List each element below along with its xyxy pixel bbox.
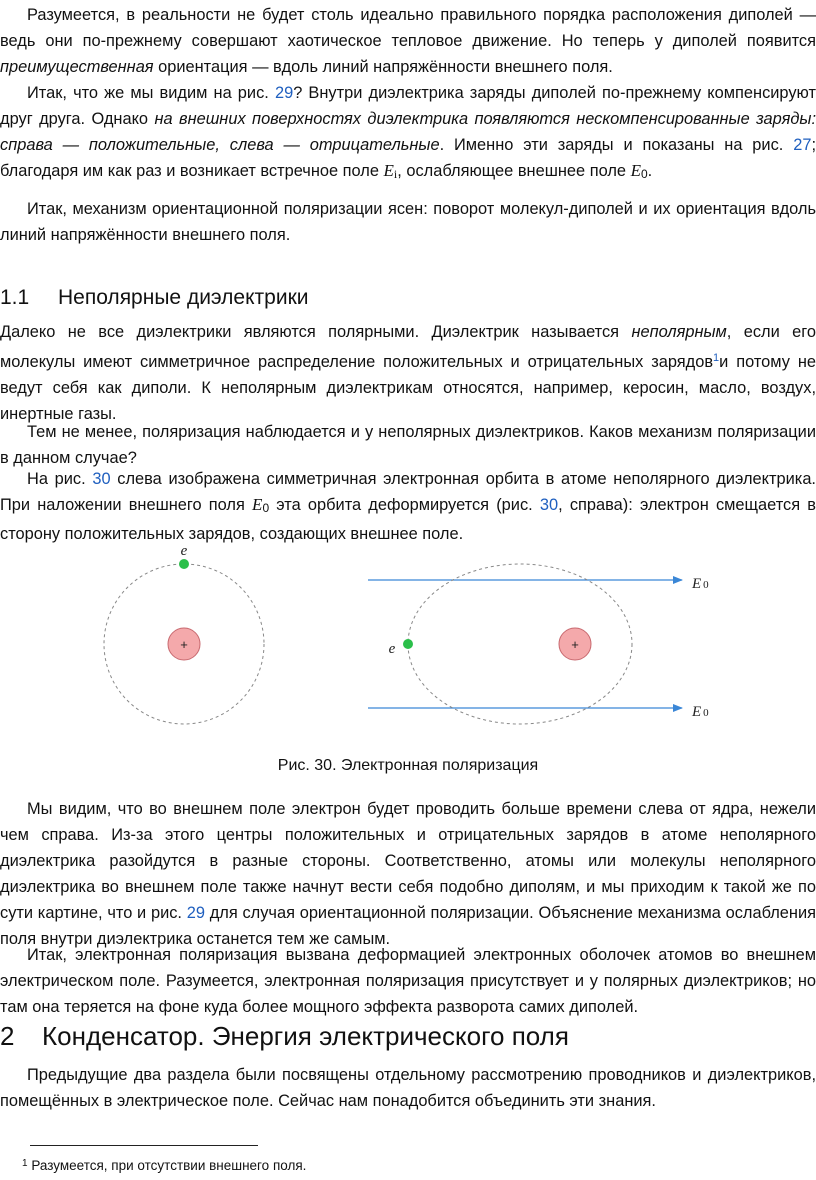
paragraph-1	[0, 2, 816, 80]
p4-text-c: и потому не ведут себя как диполи. К неполярным диэлектрикам относятся, например, керосин, масло, воздух, инертные газы.	[0, 353, 816, 423]
figure-link-27[interactable]: 27	[793, 136, 812, 154]
paragraph-5: Тем не менее, поляризация наблюдается и у неполярных диэлектриков. Каков механизм поляризации в данном случае?	[0, 423, 816, 467]
footnote-mark: 1	[22, 1158, 28, 1169]
electron-label-left: e	[180, 543, 188, 559]
electron-right	[403, 639, 413, 649]
p2-emphasis: на внешних поверхностях диэлектрика появляются нескомпенсированные заряды: справа — положительные, слева — отрицательные	[0, 110, 816, 154]
p2-text-b: ? Внутри диэлектрика заряды диполей по-прежнему компенсируют друг друга. Однако	[0, 84, 816, 128]
p6-text-d: , справа): электрон смещается в сторону положительных зарядов, создающих внешнее поле.	[0, 496, 816, 543]
p4-emphasis: неполярным	[631, 323, 727, 341]
paragraph-6	[0, 466, 816, 547]
electron-label-right: e	[388, 641, 396, 657]
p1-emphasis: преимущественная	[0, 58, 154, 76]
paragraph-2	[0, 80, 816, 187]
footnote	[22, 1158, 306, 1173]
p4-text-b: , если его молекулы имеют симметричное распределение положительных и отрицательных зарядов	[0, 323, 816, 371]
section-number: 1.1	[0, 286, 30, 309]
figure-link-29-b[interactable]: 29	[186, 904, 205, 922]
symbol-e-i: E	[383, 161, 394, 180]
symbol-e-i-sub: i	[393, 167, 398, 181]
field-label-bottom: E 0	[692, 704, 709, 720]
p2-text-d: ; благодаря им как раз и возникает встречное поле	[0, 136, 816, 180]
deformed-orbit-diagram	[368, 564, 709, 724]
symbol-e-0-sub: 0	[640, 167, 648, 181]
figure-link-29[interactable]: 29	[274, 84, 294, 102]
paragraph-9: Предыдущие два раздела были посвящены отдельному рассмотрению проводников и диэлектриков, помещённых в электрическое поле. Сейчас нам понадобится объединить эти знания.	[0, 1066, 816, 1110]
electron-left	[179, 559, 189, 569]
p2-text-c: . Именно эти заряды и показаны на рис.	[439, 136, 794, 154]
p1-text: Разумеется, в реальности не будет столь идеально правильного порядка расположения диполей — ведь они по-прежнему совершают хаотическое тепловое движение. Но теперь у диполей появится	[0, 6, 816, 50]
electronic-polarization-figure	[0, 540, 816, 750]
figure-caption: Рис. 30. Электронная поляризация	[277, 757, 539, 774]
field-label-top: E 0	[692, 576, 709, 592]
symbol-e-0: E	[630, 161, 641, 180]
p2-text-e: , ослабляющее внешнее поле	[397, 162, 631, 180]
figure-link-30-right[interactable]: 30	[539, 496, 559, 514]
footnote-marker[interactable]: 1	[713, 352, 720, 364]
section-heading-2	[0, 1020, 569, 1052]
figure-link-30[interactable]: 30	[92, 470, 111, 488]
paragraph-4	[0, 319, 816, 427]
deformed-orbit	[408, 564, 632, 724]
paragraph-7	[0, 796, 816, 952]
p7-text-b: для случая ориентационной поляризации. Объяснение механизма ослабления поля внутри диэлектрика останется тем же самым.	[0, 904, 816, 948]
p2-text-a: Итак, что же мы видим на рис.	[27, 84, 275, 102]
section-title: Неполярные диэлектрики	[58, 286, 309, 309]
paragraph-3: Итак, механизм ориентационной поляризации ясен: поворот молекул-диполей и их ориентация вдоль линий напряжённости внешнего поля.	[0, 200, 816, 244]
nucleus-plus-label-right: +	[571, 637, 579, 652]
symbol-e-0-sub: 0	[262, 501, 270, 515]
footnote-divider	[30, 1145, 258, 1146]
p6-text-a: На рис.	[27, 470, 93, 488]
p4-text-a: Далеко не все диэлектрики являются полярными. Диэлектрик называется	[0, 323, 632, 341]
nucleus-plus-label: +	[180, 637, 188, 652]
p6-text-c: эта орбита деформируется (рис.	[269, 496, 540, 514]
p7-text-a: Мы видим, что во внешнем поле электрон будет проводить больше времени слева от ядра, нежели чем справа. Из-за этого центры положительных и отрицательных зарядов в атоме неполярного диэлектрика разойдутся в разные стороны. Соответственно, атомы или молекулы неполярного диэлектрика во внешнем поле также начнут вести себя подобно диполям, и мы приходим к такой же по сути картине, что и рис.	[0, 800, 816, 922]
symbol-e-0: E	[252, 495, 263, 514]
section-title-2: Конденсатор. Энергия электрического поля	[42, 1021, 569, 1051]
symmetric-orbit-diagram	[104, 543, 264, 724]
paragraph-8: Итак, электронная поляризация вызвана деформацией электронных оболочек атомов во внешнем электрическом поле. Разумеется, электронная поляризация присутствует и у полярных диэлектриков; но там она теряется на фоне куда более мощного эффекта разворота самих диполей.	[0, 946, 816, 1016]
section-heading-1-1	[0, 284, 308, 312]
p2-text-f: .	[647, 162, 653, 180]
p6-text-b: слева изображена симметричная электронная орбита в атоме неполярного диэлектрика. При наложении внешнего поля	[0, 470, 816, 514]
p1-text-2: ориентация — вдоль линий напряжённости внешнего поля.	[153, 58, 613, 76]
footnote-text: Разумеется, при отсутствии внешнего поля.	[27, 1158, 307, 1173]
section-number-2: 2	[0, 1021, 15, 1051]
